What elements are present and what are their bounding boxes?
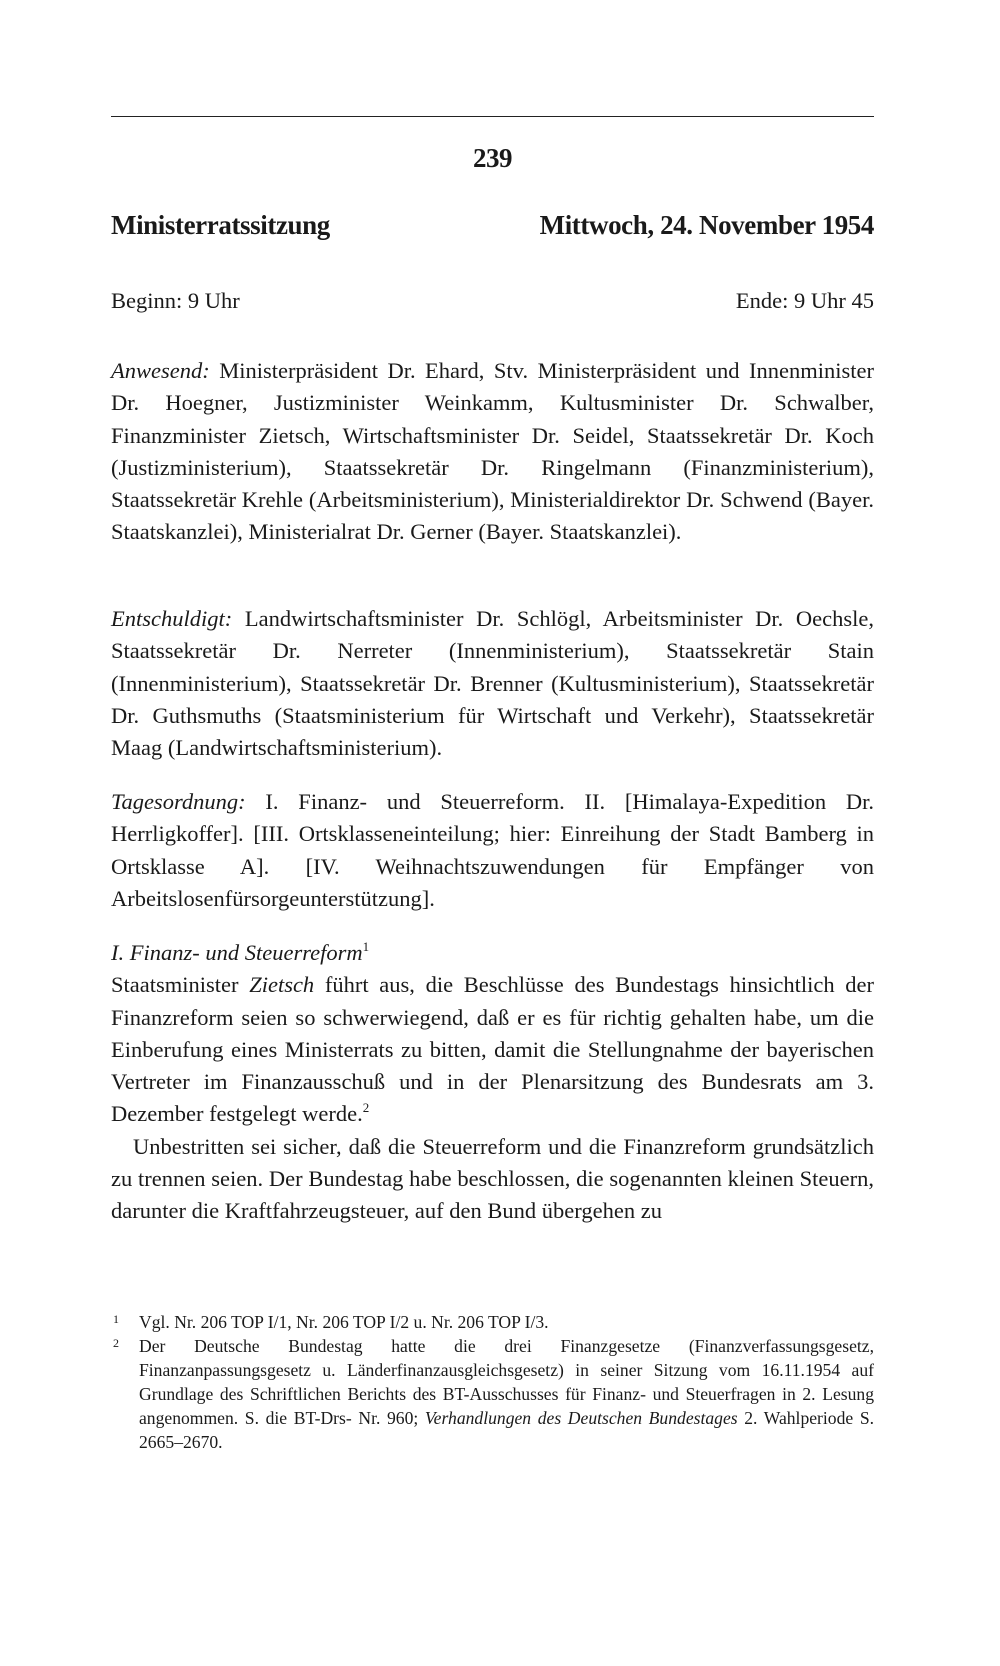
heading-row [111,210,874,241]
present-text: Ministerpräsident Dr. Ehard, Stv. Ministerpräsident und Innenminister Dr. Hoegner, Justizminister Weinkamm, Kultusminister Dr. Schwalber, Finanzminister Zietsch, Wirtschaftsminister Dr. Seidel, Staatssekretär Dr. Koch (Justizministerium), Staatssekretär Dr. Ringelmann (Finanzministerium), Staatssekretär Krehle (Arbeitsministerium), Ministerialdirektor Dr. Schwend (Bayer. Staatskanzlei), Ministerialrat Dr. Gerner (Bayer. Staatskanzlei). [111,358,874,545]
present-label: Anwesend: [111,358,210,383]
footnote-number: 2 [113,1336,119,1351]
section-paragraph-2: Unbestritten sei sicher, daß die Steuerreform und die Finanzreform grundsätzlich zu trennen seien. Der Bundestag habe beschlossen, die sogenannten kleinen Steuern, darunter die Kraftfahrzeugsteuer, auf den Bund übergehen zu [111,1133,874,1224]
agenda-label: Tagesordnung: [111,789,246,814]
para1-text-a: Staatsminister [111,972,250,998]
times-row [111,288,874,314]
speaker-name: Zietsch [249,972,315,998]
excused-text: Landwirtschaftsminister Dr. Schlögl, Arbeitsminister Dr. Oechsle, Staatssekretär Dr. Nerreter (Innenministerium), Staatssekretär Stain (Innenministerium), Staatssekretär Dr. Brenner (Kultusministerium), Staatssekretär Dr. Guthsmuths (Staatsministerium für Wirtschaft und Verkehr), Staatssekretär Maag (Landwirtschaftsministerium). [111,606,874,761]
meeting-title: Ministerratssitzung [111,210,330,240]
footnote-text-b: 2. Wahlperiode S. 2665–2670. [139,1408,875,1453]
section-heading [111,937,874,969]
excused-paragraph [111,603,874,764]
footnote-number: 1 [113,1312,119,1326]
footnote-source-title: Verhandlungen des Deutschen Bundestages [424,1408,738,1429]
agenda-text: I. Finanz- und Steuerreform. II. [Himalaya-Expedition Dr. Herrligkoffer]. [III. Ortsklasseneinteilung; hier: Einreihung der Stadt Bamberg in Ortsklasse A]. [IV. Weihnachtszuwendungen für Empfänger von Arbeitslosenfürsorgeunterstützung]. [111,789,874,911]
section-finanzreform [111,937,874,1228]
footnote-text-a: Der Deutsche Bundestag hatte die drei Finanzgesetze (Finanzverfassungsgesetz, Finanzanpassungsgesetz u. Länderfinanzausgleichsgesetz) in seiner Sitzung vom 16.11.1954 auf Grundlage des Schriftlichen Berichts des BT-Ausschusses für Finanz- und Steuerfragen in 2. Lesung angenommen. S. die BT-Drs- Nr. 960; [139,1336,874,1429]
top-rule [111,116,874,117]
section-heading-text: I. Finanz- und Steuerreform [111,940,363,965]
section-paragraph-1 [111,969,874,1130]
footnote-text: Vgl. Nr. 206 TOP I/1, Nr. 206 TOP I/2 u. Nr. 206 TOP I/3. [139,1312,549,1332]
footnote-ref-1[interactable]: 1 [362,939,370,954]
footnote-1 [111,1310,874,1334]
excused-label: Entschuldigt: [111,606,233,631]
footnote-text [139,1334,874,1454]
end-time: Ende: 9 Uhr 45 [735,288,874,313]
page-number: 239 [473,143,512,173]
para1-text-b: führt aus, die Beschlüsse des Bundestags hinsichtlich der Finanzreform seien so schwerwiegend, daß er es für richtig gehalten habe, um die Einberufung eines Ministerrats zu bitten, damit die Stellungnahme der bayerischen Vertreter im Finanzausschuß und in der Plenarsitzung des Bundesrats am 3. Dezember festgelegt werde. [111,972,874,1127]
present-paragraph [111,355,874,549]
footnote-ref-2[interactable]: 2 [362,1100,370,1116]
footnotes [111,1310,874,1455]
meeting-date: Mittwoch, 24. November 1954 [539,210,874,240]
agenda-paragraph [111,786,874,915]
begin-time: Beginn: 9 Uhr [111,288,240,313]
footnote-2 [111,1334,874,1454]
